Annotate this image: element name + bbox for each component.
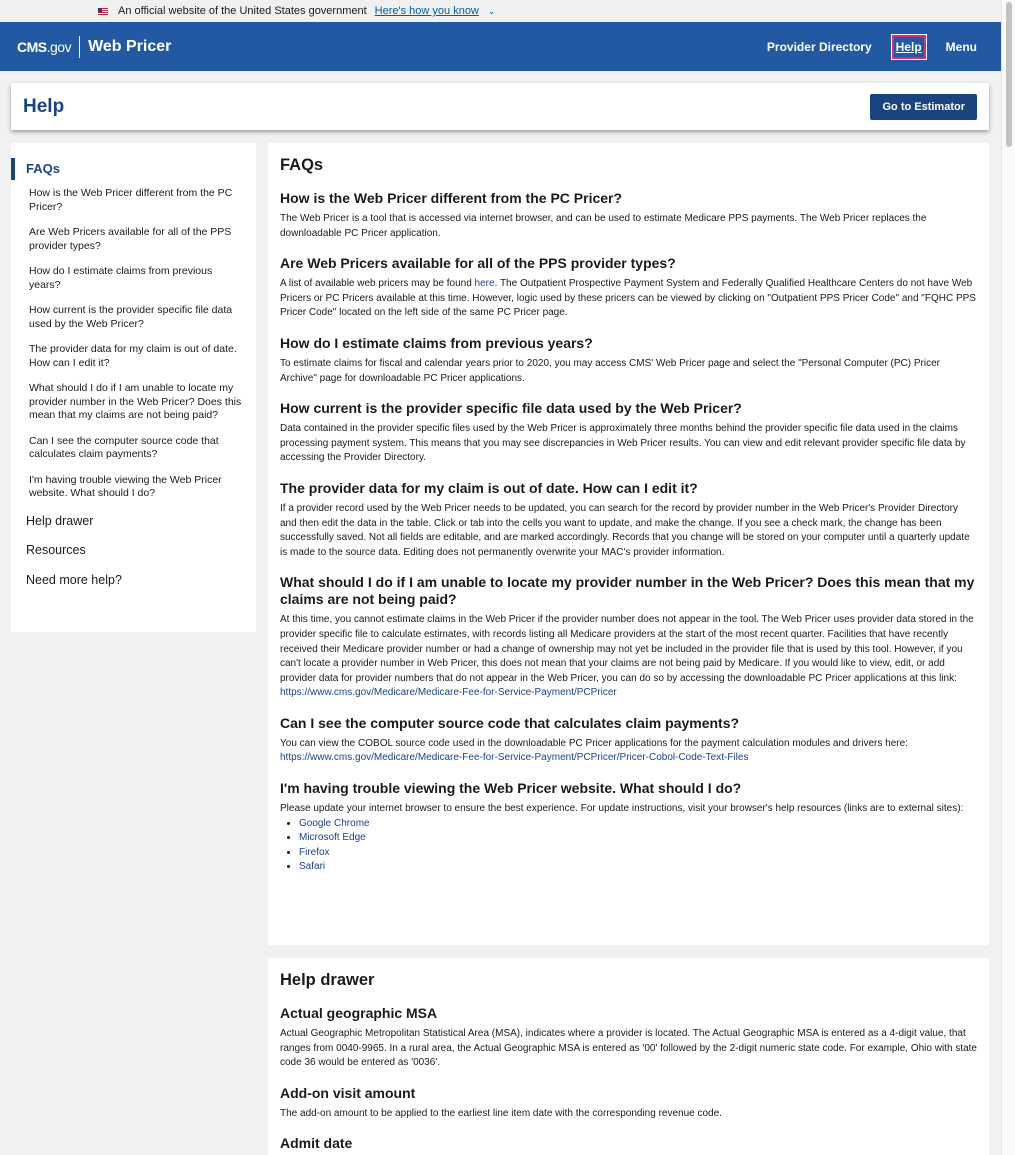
nav-menu-button[interactable]: Menu [945,39,977,54]
browser-links-list [280,817,977,875]
sidebar-sub-item[interactable]: How is the Web Pricer different from the PC Pricer? [29,187,233,213]
sidebar-sub-item[interactable]: The provider data for my claim is out of date. How can I edit it? [29,343,237,369]
nav-help[interactable]: Help [892,35,926,59]
pc-pricer-link[interactable]: https://www.cms.gov/Medicare/Medicare-Fee-for-Service-Payment/PCPricer [280,687,617,699]
sidebar-sub-item[interactable]: How do I estimate claims from previous years? [29,265,213,291]
sidebar-item-resources[interactable]: Resources [26,543,86,557]
scrollbar-thumb[interactable] [1006,2,1012,147]
sidebar-sub-list [11,180,256,501]
firefox-link[interactable]: Firefox [299,846,330,858]
faq-question: I'm having trouble viewing the Web Pricer website. What should I do? [280,780,742,797]
gov-banner-text: An official website of the United States government [118,5,367,17]
faq-question: Are Web Pricers available for all of the PPS provider types? [280,255,676,272]
faq-answer: Data contained in the provider specific files used by the Web Pricer is approximately three months behind the provider specific file data used in the claims processing payment system. This means that you may see discrepancies in Web Pricer results. You can view and edit relevant provider specific file data by accessing the Provider Directory. [280,423,966,464]
sidebar-item-need-more-help[interactable]: Need more help? [26,572,122,587]
site-header [0,22,1001,71]
pricers-list-link[interactable]: here [474,278,495,290]
sidebar-sub-item[interactable]: I'm having trouble viewing the Web Pricer website. What should I do? [29,473,222,499]
glossary-term: Add-on visit amount [280,1084,416,1101]
sidebar-sub-item[interactable]: How current is the provider specific file data used by the Web Pricer? [29,304,233,330]
faq-question: The provider data for my claim is out of date. How can I edit it? [280,479,698,496]
sidebar-item-help-drawer[interactable]: Help drawer [26,513,94,528]
faq-answer: You can view the COBOL source code used in the downloadable PC Pricer applications for the payment calculation modules and drivers here: https://www.cms.gov/Medicare/Medicare-Fee-for-Service-Payment/PCPricer/Pricer-Cobol-Code-Text-Files [280,737,908,764]
side-navigation [11,143,256,632]
faq-answer: A list of available web pricers may be found here. The Outpatient Prospective Payment System and Federally Qualified Healthcare Centers do not have Web Pricers or PC Pricers available at this time. However, logic used by these pricers can be viewed by clicking on "Outpatient PPS Pricer Code" and "FQHC PPS Pricer Code" located on the left side of the same PC Pricer page. [280,278,976,319]
faq-question: Can I see the computer source code that calculates claim payments? [280,714,740,731]
page-title: Help [23,95,65,117]
brand-title[interactable]: Web Pricer [88,37,172,55]
go-to-estimator-button[interactable]: Go to Estimator [870,94,977,120]
faq-question: How current is the provider specific file data used by the Web Pricer? [280,400,742,417]
help-drawer-section [268,958,989,1155]
page-scrollbar[interactable] [1001,0,1015,1155]
faqs-section [268,143,989,945]
edge-link[interactable]: Microsoft Edge [299,832,366,844]
faq-answer: To estimate claims for fiscal and calendar years prior to 2020, you may access CMS' Web Pricer page and select the "Personal Computer (PC) Pricer Archive" page for downloadable PC Pricer applications. [280,357,940,384]
us-flag-icon [98,8,108,15]
safari-link[interactable]: Safari [299,861,326,873]
glossary-definition: The add-on amount to be applied to the earliest line item date with the corresponding revenue code. [280,1107,722,1119]
logo-divider [79,36,80,58]
cms-logo[interactable]: CMS.gov [17,38,72,55]
faqs-heading: FAQs [280,156,324,174]
glossary-term: Admit date [280,1135,353,1152]
sidebar-sub-item[interactable]: Can I see the computer source code that calculates claim payments? [29,434,219,460]
gov-banner [0,0,1001,22]
faq-answer: If a provider record used by the Web Pricer needs to be updated, you can search for the record by provider number in the Web Pricer's Provider Directory and then edit the data in the table. Click or tab into the cells you want to update, and make the change. If you see a check mark, the change has been successfully saved. Not all fields are editable, and are marked accordingly. Records that you change will be stored on your computer until a quarterly update is made to the source data. Editing does not permanently overwrite your MAC's provider information. [280,502,970,558]
page-title-bar [11,83,989,130]
faq-answer: Please update your internet browser to ensure the best experience. For update instructions, visit your browser's help resources (links are to external sites): [280,803,964,815]
glossary-term: Actual geographic MSA [280,1005,438,1021]
sidebar-sub-item[interactable]: Are Web Pricers available for all of the PPS provider types? [29,226,232,252]
faq-question: How is the Web Pricer different from the PC Pricer? [280,190,623,206]
cobol-code-link[interactable]: https://www.cms.gov/Medicare/Medicare-Fee-for-Service-Payment/PCPricer/Pricer-Cobol-Code-Text-Files [280,752,749,764]
faq-answer: The Web Pricer is a tool that is accessed via internet browser, and can be used to estimate Medicare PPS payments. The Web Pricer replaces the downloadable PC Pricer application. [280,213,927,239]
chevron-down-icon: ⌄ [487,5,496,16]
help-drawer-heading: Help drawer [280,971,375,989]
faq-question: How do I estimate claims from previous years? [280,334,593,351]
nav-provider-directory[interactable]: Provider Directory [766,39,872,54]
glossary-definition: Actual Geographic Metropolitan Statistical Area (MSA), indicates where a provider is located. The Actual Geographic MSA is entered as a 4-digit value, that ranges from 0040-9965. In a rural area, the Actual Geographic MSA is entered as '00' followed by the 2-digit numeric state code. For example, Ohio with state code 36 would be entered as '0036'. [280,1028,977,1069]
heres-how-you-know-link[interactable]: Here's how you know [374,5,479,17]
chrome-link[interactable]: Google Chrome [299,817,370,829]
sidebar-sub-item[interactable]: What should I do if I am unable to locate my provider number in the Web Pricer? Does this mean that my claims are not being paid? [29,382,242,421]
faq-question: What should I do if I am unable to locate my provider number in the Web Pricer? Does this mean that my claims are not being paid? [280,574,975,608]
sidebar-item-faqs[interactable]: FAQs [11,158,256,180]
main-nav [767,22,1001,71]
faq-answer: At this time, you cannot estimate claims in the Web Pricer if the provider number does not appear in the tool. The Web Pricer uses provider data stored in the provider specific file to calculate estimates, with records listing all Medicare providers at the start of the most recent quarter. Facilities that have recently received their Medicare provider number or had a change of ownership may not yet be included in the provider file that is used by this tool. However, if you can't locate a provider number in Web Pricer, this does not mean that your claims are not being paid by Medicare. If you would like to view, edit, or add provider data for provider numbers that do not appear in the Web Pricer, you can do so by accessing the downloadable PC Pricer applications at this link: https://www.cms.gov/Medicare/Medicare-Fee-for-Service-Payment/PCPricer [280,614,974,699]
